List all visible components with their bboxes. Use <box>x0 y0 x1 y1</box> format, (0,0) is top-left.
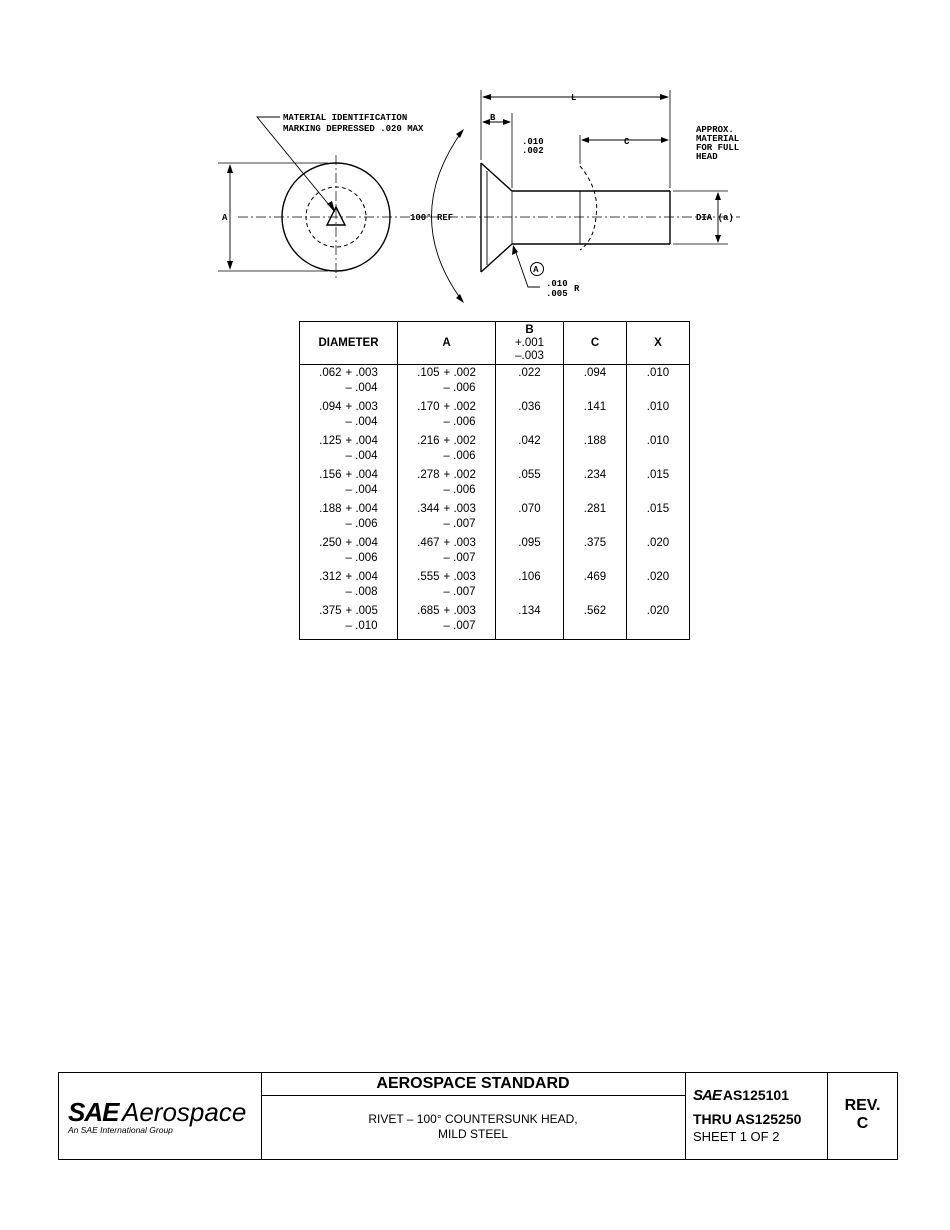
table-row <box>300 569 690 603</box>
c-value: .281 <box>583 503 607 515</box>
title-cell <box>261 1073 686 1159</box>
b-value: .036 <box>518 401 541 413</box>
label-approx-2: MATERIAL <box>696 134 740 144</box>
label-b-tol-1: .010 <box>522 137 544 147</box>
a-plus: + .002 <box>443 435 476 447</box>
revision-cell <box>828 1073 897 1159</box>
table-row <box>300 433 690 467</box>
c-cell <box>564 365 627 400</box>
arrow-l-left <box>482 94 491 100</box>
a-minus: – .007 <box>443 552 476 564</box>
a-tolerance <box>398 603 495 634</box>
revision-label: REV. <box>844 1097 881 1114</box>
x-cell <box>627 569 690 603</box>
diameter-tolerance <box>300 535 397 566</box>
a-nominal: .344 <box>417 503 440 515</box>
c-value: .094 <box>583 367 607 379</box>
b-value: .134 <box>518 605 541 617</box>
arrow-dia-bottom <box>715 235 721 243</box>
a-cell <box>398 535 496 569</box>
a-tolerance <box>398 399 495 430</box>
a-cell <box>398 433 496 467</box>
c-value: .234 <box>583 469 607 481</box>
sheet-number: SHEET 1 OF 2 <box>693 1129 780 1144</box>
x-value: .010 <box>646 401 670 413</box>
label-a: A <box>222 213 228 223</box>
standard-heading: AEROSPACE STANDARD <box>261 1073 685 1096</box>
a-plus: + .002 <box>443 469 476 481</box>
diameter-plus: + .005 <box>345 605 378 617</box>
arrow-l-right <box>660 94 669 100</box>
a-tolerance <box>398 535 495 566</box>
x-value: .010 <box>646 367 670 379</box>
diameter-cell <box>300 535 398 569</box>
rivet-drawing-svg <box>200 80 760 310</box>
diameter-tolerance <box>300 569 397 600</box>
aerospace-logo-word: Aerospace <box>122 1097 247 1127</box>
b-value: .070 <box>518 503 541 515</box>
header-b-label: B <box>525 323 534 336</box>
diameter-tolerance <box>300 603 397 634</box>
a-nominal: .278 <box>417 469 440 481</box>
a-cell <box>398 569 496 603</box>
table-body <box>300 365 690 640</box>
label-radius-r: R <box>574 284 580 294</box>
part-description <box>261 1112 685 1142</box>
a-nominal: .105 <box>417 367 440 379</box>
label-b: B <box>490 113 496 123</box>
a-minus: – .006 <box>443 416 476 428</box>
a-tolerance <box>398 569 495 600</box>
diameter-minus: – .010 <box>345 620 378 632</box>
diameter-nominal: .094 <box>319 401 342 413</box>
document-number-cell <box>686 1073 828 1159</box>
a-tolerance <box>398 467 495 498</box>
arrow-b-left <box>482 119 490 125</box>
x-cell <box>627 399 690 433</box>
a-plus: + .002 <box>443 367 476 379</box>
a-cell <box>398 501 496 535</box>
label-ref-angle: 100° REF <box>410 213 454 223</box>
header-b-plus: +.001 <box>514 336 545 349</box>
doc-number-text: AS125101 <box>722 1087 790 1103</box>
doc-number-from <box>693 1087 789 1104</box>
c-cell <box>564 501 627 535</box>
diameter-nominal: .062 <box>319 367 342 379</box>
x-cell <box>627 535 690 569</box>
rivet-drawing <box>200 80 760 310</box>
x-cell <box>627 501 690 535</box>
arrow-angle-bottom <box>456 294 464 303</box>
diameter-minus: – .008 <box>345 586 378 598</box>
dimension-table <box>299 321 690 640</box>
a-cell <box>398 365 496 400</box>
head-taper-top <box>481 163 512 191</box>
c-value: .562 <box>583 605 607 617</box>
arrow-radius <box>512 245 518 255</box>
b-value: .022 <box>518 367 541 379</box>
c-cell <box>564 399 627 433</box>
x-value: .015 <box>646 503 670 515</box>
diameter-nominal: .312 <box>319 571 342 583</box>
diameter-minus: – .004 <box>345 416 378 428</box>
x-value: .020 <box>646 605 670 617</box>
label-marking-1: MATERIAL IDENTIFICATION <box>283 113 408 123</box>
table-row <box>300 399 690 433</box>
table-header-row <box>300 322 690 365</box>
table-row <box>300 535 690 569</box>
a-plus: + .003 <box>443 537 476 549</box>
b-cell <box>496 535 564 569</box>
a-nominal: .685 <box>417 605 440 617</box>
diameter-minus: – .004 <box>345 484 378 496</box>
label-radius-1: .010 <box>546 279 568 289</box>
b-cell <box>496 501 564 535</box>
a-minus: – .007 <box>443 620 476 632</box>
label-radius-2: .005 <box>546 289 568 299</box>
diameter-cell <box>300 433 398 467</box>
header-c: C <box>564 322 627 365</box>
header-diameter: DIAMETER <box>300 322 398 365</box>
a-minus: – .006 <box>443 382 476 394</box>
b-cell <box>496 365 564 400</box>
a-tolerance <box>398 501 495 532</box>
arrow-c-left <box>581 137 589 143</box>
a-cell <box>398 467 496 501</box>
arrow-dia-top <box>715 192 721 200</box>
description-line-1: RIVET – 100° COUNTERSUNK HEAD, <box>368 1112 578 1126</box>
logo-subtitle: An SAE International Group <box>68 1125 173 1135</box>
x-value: .015 <box>646 469 670 481</box>
table-row <box>300 467 690 501</box>
header-b-minus: –.003 <box>515 349 544 362</box>
diameter-nominal: .250 <box>319 537 342 549</box>
a-minus: – .007 <box>443 518 476 530</box>
diameter-cell <box>300 501 398 535</box>
b-value: .106 <box>518 571 541 583</box>
label-approx-4: HEAD <box>696 152 718 162</box>
label-approx-1: APPROX. <box>696 125 734 135</box>
x-cell <box>627 433 690 467</box>
a-plus: + .003 <box>443 503 476 515</box>
sae-logo-mark: SAE <box>68 1097 119 1127</box>
x-cell <box>627 365 690 400</box>
diameter-cell <box>300 569 398 603</box>
table-row <box>300 365 690 400</box>
sae-mini-logo: SAE <box>693 1087 721 1104</box>
diameter-tolerance <box>300 433 397 464</box>
revision-value: C <box>856 1115 869 1132</box>
diameter-cell <box>300 467 398 501</box>
c-cell <box>564 569 627 603</box>
a-tolerance <box>398 365 495 396</box>
x-value: .020 <box>646 571 670 583</box>
label-datum-a: A <box>533 265 539 274</box>
diameter-cell <box>300 365 398 400</box>
a-tolerance <box>398 433 495 464</box>
diameter-plus: + .003 <box>345 367 378 379</box>
a-plus: + .003 <box>443 571 476 583</box>
label-l: L <box>571 93 577 103</box>
c-value: .188 <box>583 435 607 447</box>
diameter-nominal: .125 <box>319 435 342 447</box>
title-block <box>58 1072 898 1160</box>
b-cell <box>496 399 564 433</box>
diameter-nominal: .375 <box>319 605 342 617</box>
header-b <box>496 322 564 365</box>
c-value: .375 <box>583 537 607 549</box>
a-nominal: .467 <box>417 537 440 549</box>
x-value: .010 <box>646 435 670 447</box>
label-c: C <box>624 137 630 147</box>
label-marking-2: MARKING DEPRESSED .020 MAX <box>283 124 424 134</box>
a-nominal: .216 <box>417 435 440 447</box>
label-approx-3: FOR FULL <box>696 143 740 153</box>
head-taper-bottom <box>481 244 512 272</box>
a-nominal: .555 <box>417 571 440 583</box>
a-plus: + .002 <box>443 401 476 413</box>
doc-number-thru: THRU AS125250 <box>693 1111 802 1127</box>
description-line-2: MILD STEEL <box>437 1127 509 1141</box>
b-cell <box>496 467 564 501</box>
diameter-plus: + .004 <box>345 435 378 447</box>
arrow-a-bottom <box>227 261 233 270</box>
label-b-tol-2: .002 <box>522 146 544 156</box>
diameter-cell <box>300 399 398 433</box>
a-plus: + .003 <box>443 605 476 617</box>
x-value: .020 <box>646 537 670 549</box>
arrow-angle-top <box>456 129 464 138</box>
diameter-plus: + .004 <box>345 537 378 549</box>
b-cell <box>496 603 564 640</box>
arrow-a-top <box>227 164 233 173</box>
diameter-plus: + .003 <box>345 401 378 413</box>
diameter-tolerance <box>300 365 397 396</box>
header-a: A <box>398 322 496 365</box>
b-cell <box>496 569 564 603</box>
a-cell <box>398 399 496 433</box>
a-cell <box>398 603 496 640</box>
diameter-plus: + .004 <box>345 503 378 515</box>
c-cell <box>564 433 627 467</box>
c-cell <box>564 535 627 569</box>
a-minus: – .007 <box>443 586 476 598</box>
a-minus: – .006 <box>443 450 476 462</box>
approx-material-arc <box>580 166 597 250</box>
b-value: .095 <box>518 537 541 549</box>
diameter-nominal: .188 <box>319 503 342 515</box>
diameter-nominal: .156 <box>319 469 342 481</box>
arrow-c-right <box>661 137 669 143</box>
diameter-plus: + .004 <box>345 469 378 481</box>
logo-cell <box>59 1073 262 1159</box>
diameter-minus: – .004 <box>345 450 378 462</box>
c-cell <box>564 603 627 640</box>
x-cell <box>627 603 690 640</box>
diameter-plus: + .004 <box>345 571 378 583</box>
b-cell <box>496 433 564 467</box>
a-minus: – .006 <box>443 484 476 496</box>
b-value: .055 <box>518 469 541 481</box>
c-value: .469 <box>583 571 607 583</box>
arrow-marking <box>327 201 335 212</box>
diameter-tolerance <box>300 467 397 498</box>
table-row <box>300 603 690 640</box>
diameter-minus: – .006 <box>345 518 378 530</box>
table-row <box>300 501 690 535</box>
diameter-tolerance <box>300 501 397 532</box>
diameter-cell <box>300 603 398 640</box>
diameter-minus: – .006 <box>345 552 378 564</box>
header-x: X <box>627 322 690 365</box>
arrow-b-right <box>503 119 511 125</box>
b-value: .042 <box>518 435 541 447</box>
c-value: .141 <box>583 401 607 413</box>
a-nominal: .170 <box>417 401 440 413</box>
c-cell <box>564 467 627 501</box>
label-dia: DIA (a) <box>696 213 734 223</box>
diameter-minus: – .004 <box>345 382 378 394</box>
x-cell <box>627 467 690 501</box>
diameter-tolerance <box>300 399 397 430</box>
